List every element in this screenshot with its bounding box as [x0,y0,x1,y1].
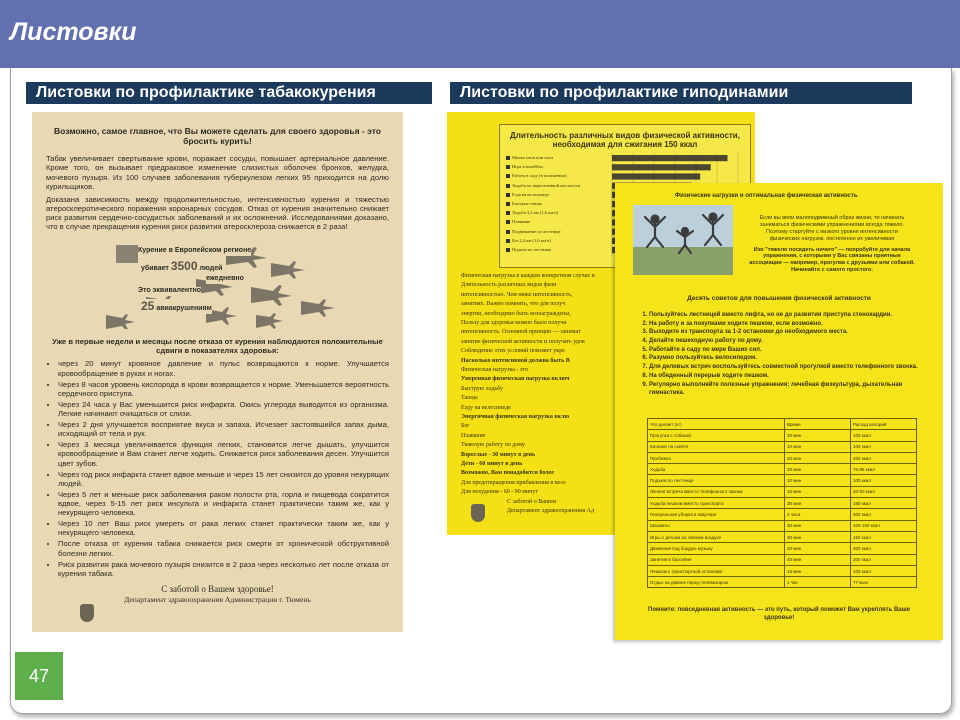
intro-line: заниматься физическими упражнениями всегда тяжело. [759,221,904,228]
table-row [648,452,917,463]
leaflet-text-line: Дети - 60 минут в день [461,461,523,467]
table-cell: 200 ккал [851,543,917,554]
table-cell: 200 ккал [851,452,917,463]
table-cell: Ходьба [648,464,785,475]
intro-line: упражнения, с которыми у Вас связаны приятные [763,253,901,260]
table-row [648,441,917,452]
leaflet-text-line: Взрослые - 30 минут в день [461,451,536,458]
table-cell: Что делает (кт) [648,419,785,430]
intro-line: физических нагрузок, постепенно их увеличивая [769,235,895,242]
chart-legend-entry: Работа в саду (в положении) [506,173,567,178]
table-cell: 20 мин [785,452,851,463]
table-cell: Ходьба пешком вместо транспорта [648,498,785,509]
list-item: • Через 24 часа у Вас уменьшится риск инфаркта. Окись углерода выводится из организма. Легкие начинают очищаться от слизи. [58,400,389,418]
table-cell: 2 часа [785,509,851,520]
leaflet-text-line: Насколько интенсивной должна быть В [461,357,570,364]
list-item: • Риск развития рака мочевого пузыря снизится в 2 раза через несколько лет после отказа от курения табака. [58,560,389,578]
chart-bar [612,155,728,161]
intro-line: Поэтому стартуйте с низкого уровня интенсивности [765,228,898,235]
table-cell: 1 час [785,577,851,588]
jumping-people-icon [633,205,733,275]
leaflet-text-line: интенсивностью. Чем ниже интенсивность, [461,291,573,298]
table-cell: Отдых на диване перед телевизором [648,577,785,588]
leaflet-text-line: занятие физической активности и получать удов [461,338,585,345]
leaflet-text-line: Быструю ходьбу [461,385,503,392]
table-cell: Шахматы [648,520,785,531]
intro-line: Изо "тяжело посидеть ничего" — попробуйте для начала [753,246,911,253]
intro-line: Начинайте с самого простого. [791,267,873,274]
list-item: 1. Пользуйтесь лестницей вместо лифта, но не до развития приступа стенокардии. [649,311,939,320]
list-item: • Через 2 дня улучшается восприятие вкуса и запаха. Исчезает застоявшийся запах дыма, исходящий от тела и рук. [58,420,389,438]
tobacco-leaflet-image [32,112,403,632]
tips-title: Десять советов для повышения физической активности [687,295,871,302]
footer-care: С заботой о Вашем здоровье! [161,583,274,594]
list-item: • через 20 минут кровяное давление и пульс возвращаются к норме. Улучшается кровообращение в руках и ногах. [58,359,389,377]
list-item: 8. На обеденный перерыв ходите пешком. [649,372,939,381]
chart-title: Длительность различных видов физической активности, необходимая для сжигания 150 ккал [510,131,740,150]
table-row [648,430,917,441]
tips-list [637,311,939,398]
table-cell: Пешком к транспортной остановке [648,565,785,576]
page-number-badge: 47 [15,652,63,700]
table-cell: 10 мин [785,441,851,452]
title-bar [0,0,960,68]
table-cell: Генеральная уборка в квартире [648,509,785,520]
list-item: • После отказа от курения табака снижается риск смерти от хронической обструктивной болезни легких. [58,539,389,557]
leaflet-text-line: Физическая нагрузка в каждом конкретном случае и [461,273,595,279]
leaflet-text-line: Физическая нагрузка - это [461,367,529,373]
table-cell: 10 мин [785,475,851,486]
table-row [648,475,917,486]
table-cell: 200 ккал [851,554,917,565]
front-leaflet-header: Физические нагрузки и оптимальная физическая активность [675,193,858,199]
leaflet-text-line: Департамент здравоохранения Ад [507,508,594,514]
front-leaflet-intro [737,215,927,274]
list-item: 4. Делайте пешеходную работу по дому. [649,337,939,346]
coat-of-arms-icon [471,504,485,522]
table-row [648,419,917,430]
table-cell: 100-150 ккал [851,520,917,531]
leaflet-text-line: энергии, необходимо быть вознаграждены, [461,310,571,317]
table-row [648,565,917,576]
list-item: • Через год риск инфаркта станет вдвое меньше и через 15 лет снизится до уровня некурящих людей. [58,470,389,488]
list-item: • Через 8 часов уровень кислорода в крови возвращается к норме. Уменьшается вероятность сердечного приступа. [58,380,389,398]
table-cell: Занятия в бассейне [648,554,785,565]
leaflet-text-line: Плавание [461,432,486,439]
table-row [648,520,917,531]
leaflet-text-line: Возможно, Вам понадобится более [461,470,554,477]
table-cell: Прогулка с собакой [648,430,785,441]
chart-bar [612,164,711,170]
figure-caption: 25 авиакрушениям [141,299,212,314]
coat-of-arms-icon [80,604,94,622]
table-cell: 15 мин [785,565,851,576]
tobacco-leaflet-title: Возможно, самое главное, что Вы можете сделать для своего здоровья - это бросить курить! [54,126,381,147]
table-row [648,543,917,554]
section-header-tobacco: Листовки по профилактике табакокурения [26,82,432,104]
tobacco-subtitle: Уже в первые недели и месяцы после отказа от курения наблюдаются положительные сдвиги в показателях здоровья: [52,337,383,356]
leaflet-text-line: Езду на велосипеде [461,404,511,411]
leaflet-text-line: Танцы [461,395,478,402]
table-cell: Движения под бодрую музыку [648,543,785,554]
leaflet-text-line: С заботой о Вашем [507,498,557,505]
intro-line: ассоциации — например, прогулка с друзьями или собакой. [749,260,915,267]
table-cell: 100 ккал [851,565,917,576]
list-item: 7. Для деловых встреч воспользуйтесь совместной прогулкой вместо телефонного звонка. [649,363,939,372]
leaflet-text-line: Бег [461,423,470,430]
list-item: 6. Разумно пользуйтесь велосипедом. [649,354,939,363]
leaflet-text-line: Соблюдение этих условий поможет укре [461,348,565,355]
chart-bar [612,173,700,179]
list-item: • Через 5 лет и меньше риск заболевания раком полости рта, горла и пищевода сократится вдвое, через 5-15 лет риск инсульта и инфаркта станет практически таким же, как у некурящего человека. [58,490,389,517]
table-cell: 300 ккал [851,509,917,520]
slide-title: Листовки [10,18,137,46]
footer-department: Департамент здравоохранения Администрации г. Тюмень [124,594,311,604]
table-cell: 100 ккал [851,441,917,452]
tobacco-benefits-list [46,359,389,577]
table-cell: Время [785,419,851,430]
table-cell: 30 мин [785,520,851,531]
table-row [648,498,917,509]
figure-caption: убивает 3500 людей [141,259,223,274]
table-cell: Личная встреча вместо телефонного звонка [648,486,785,497]
list-item: 9. Регулярно выполняйте полезные упражнения: лечебная физкультура, дыхательная гимнастика. [649,381,939,398]
table-cell: 180 ккал [851,498,917,509]
table-cell: 150 ккал [851,531,917,542]
figure-caption: ежедневно [206,275,244,283]
leaflet-text-line: Умеренная физическая нагрузка включ [461,376,570,383]
table-cell: 30 мин [785,430,851,441]
leaflet-text-line: Пользу для здоровья можно было получи [461,320,567,326]
table-cell: 40-50 ккал [851,486,917,497]
planes-figure [46,237,389,329]
table-cell: 75-85 ккал [851,464,917,475]
table-cell: Расход калорий [851,419,917,430]
figure-caption: Это эквивалентно [138,287,202,295]
leaflet-text-line: Для похудения - 60 - 90 минут [461,489,539,496]
table-cell: Подъем по лестнице [648,475,785,486]
list-item: • Через 3 месяца увеличивается функция легких, становится легче дышать, улучшится кровообращение и Вам станет легче ходить. Снижается риск заболевания десен. Улучшится цвет зубов. [58,440,389,467]
section-header-hypodynamia: Листовки по профилактике гиподинамии [450,82,912,104]
table-cell: 100 ккал [851,475,917,486]
table-row [648,577,917,588]
list-item: 3. Выходите из транспорта за 1-2 остановки до необходимого места. [649,328,939,337]
list-item: 2. На работу и за покупками ходите пешком, если возможно. [649,320,939,329]
table-row [648,509,917,520]
leaflet-text-line: Для предотвращения прибавления в весе [461,479,566,486]
table-cell: 100 ккал [851,430,917,441]
table-row [648,464,917,475]
jumping-family-photo [633,205,733,275]
calorie-table [647,418,917,588]
tobacco-paragraph: Доказана зависимость между продолжительностью, интенсивностью курения и тяжестью атеросклеротического поражения коронарных сосудов. Отказ от курения значительно снижает риск развития сердечно-сосудистых заболеваний и их осложнений. Исследованиями доказано, что в случае прекращения курения риск развития атеросклероза снижается в 2 раза! [46,194,389,232]
figure-caption: Курение в Европейском регионе [138,247,252,255]
chart-legend-entry: Ходьба по пересеченной местности [506,183,580,188]
chart-legend-entry: Подъем по лестнице [506,247,551,252]
table-cell: 40 мин [785,554,851,565]
table-cell: 30 мин [785,498,851,509]
table-cell: 30 мин [785,531,851,542]
leaflet-text-line: Энергичная физическая нагрузка вклю [461,414,570,420]
chart-legend-entry: Игра в волейбол [506,164,543,169]
table-cell: 77 ккал [851,577,917,588]
table-cell: Игры с детьми на свежем воздухе [648,531,785,542]
leaflet-text-line: Длительность различных видов физи [461,282,557,289]
chart-legend-entry: Ходьба 3,2 км (1,6 км/ч) [506,210,558,215]
chart-legend-entry: Поднимание по лестнице [506,229,561,234]
leaflet-text-line: занятиях. Важно помнить, что для получ [461,301,566,308]
chart-legend-entry: Бег 2,4 км (1,6 км/ч) [506,238,551,243]
table-cell: 30 мин [785,464,851,475]
leaflet-text-line: Тяжелую работу по дому [461,442,526,449]
front-leaflet-footer: Помните: повседневная активность — это путь, который поможет Вам укреплять Ваше здоровье! [648,607,910,621]
table-cell: Катание на скейте [648,441,785,452]
chart-legend-entry: Плавание [506,219,530,224]
leaflet-text-line: интенсивность. Основной принцип — занимат [461,329,581,336]
tobacco-footer [46,584,389,604]
table-cell: Пробежка [648,452,785,463]
table-row [648,486,917,497]
intro-line: Если вы вели малоподвижный образ жизни, то начинать [759,215,905,221]
chart-legend-entry: Мытье окон или пола [506,155,553,160]
table-row [648,531,917,542]
list-item: 5. Работайте в саду по мере Ваших сил. [649,346,939,355]
table-cell: 20 мин [785,543,851,554]
chart-legend-entry: Езда на велосипеде [506,192,549,197]
list-item: • Через 10 лет Ваш риск умереть от рака легких станет практически таким же, как у некурящего человека. [58,519,389,537]
hypodynamia-leaflet-front [615,183,943,640]
tobacco-paragraph: Табак увеличивает свертывание крови, поражает сосуды, повышает артериальное давление. Кроме того, он вызывает предраковое изменение слизистых оболочек бронхов, желудка, мочевого пузыря. Из 100 случаев заболевания туберкулезом легких 95 приходится на долю курильщиков. [46,154,389,191]
table-cell: 10 мин [785,486,851,497]
chart-legend-entry: Быстрые танцы [506,201,542,206]
table-row [648,554,917,565]
